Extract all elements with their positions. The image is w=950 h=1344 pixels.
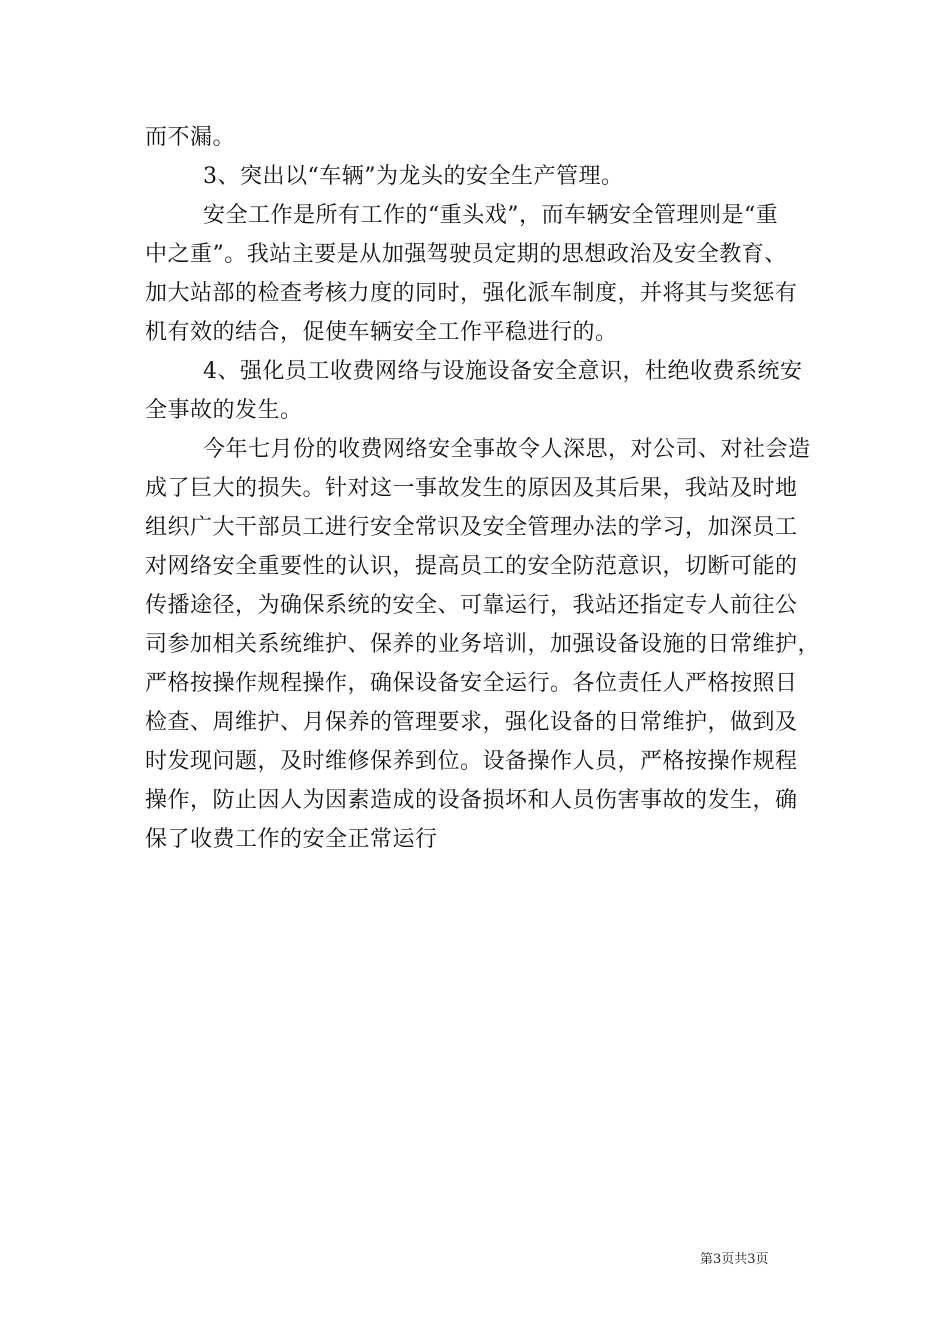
text-line-2: 3、突出以“车辆”为龙头的安全生产管理。 [203,164,624,189]
text-line-16: 检查、周维护、月保养的管理要求，强化设备的日常维护，做到及 [145,710,798,735]
text-line-3: 安全工作是所有工作的“重头戏”，而车辆安全管理则是“重 [203,203,779,228]
text-line-15: 严格按操作规程操作，确保设备安全运行。各位责任人严格按照日 [145,671,798,696]
text-line-6: 机有效的结合，促使车辆安全工作平稳进行的。 [145,320,618,345]
text-line-11: 组织广大干部员工进行安全常识及安全管理办法的学习，加深员工 [145,515,798,540]
text-line-12: 对网络安全重要性的认识，提高员工的安全防范意识，切断可能的 [145,554,798,579]
text-line-10: 成了巨大的损失。针对这一事故发生的原因及其后果，我站及时地 [145,476,798,501]
text-line-17: 时发现问题，及时维修保养到位。设备操作人员，严格按操作规程 [145,749,798,774]
text-line-9: 今年七月份的收费网络安全事故令人深思，对公司、对社会造 [203,437,811,462]
text-line-8: 全事故的发生。 [145,398,303,423]
text-line-7: 4、强化员工收费网络与设施设备安全意识，杜绝收费系统安 [203,359,803,384]
document-body [145,118,821,859]
page-number: 第3页共3页 [700,1252,769,1267]
text-line-4: 中之重”。我站主要是从加强驾驶员定期的思想政治及安全教育、 [145,242,787,267]
text-line-1: 而不漏。 [145,125,236,150]
text-line-19: 保了收费工作的安全正常运行 [145,827,438,852]
text-line-18: 操作，防止因人为因素造成的设备损坏和人员伤害事故的发生，确 [145,788,798,813]
text-line-5: 加大站部的检查考核力度的同时，强化派车制度，并将其与奖惩有 [145,281,798,306]
text-line-13: 传播途径，为确保系统的安全、可靠运行，我站还指定专人前往公 [145,593,798,618]
text-line-14: 司参加相关系统维护、保养的业务培训，加强设备设施的日常维护， [145,632,821,657]
